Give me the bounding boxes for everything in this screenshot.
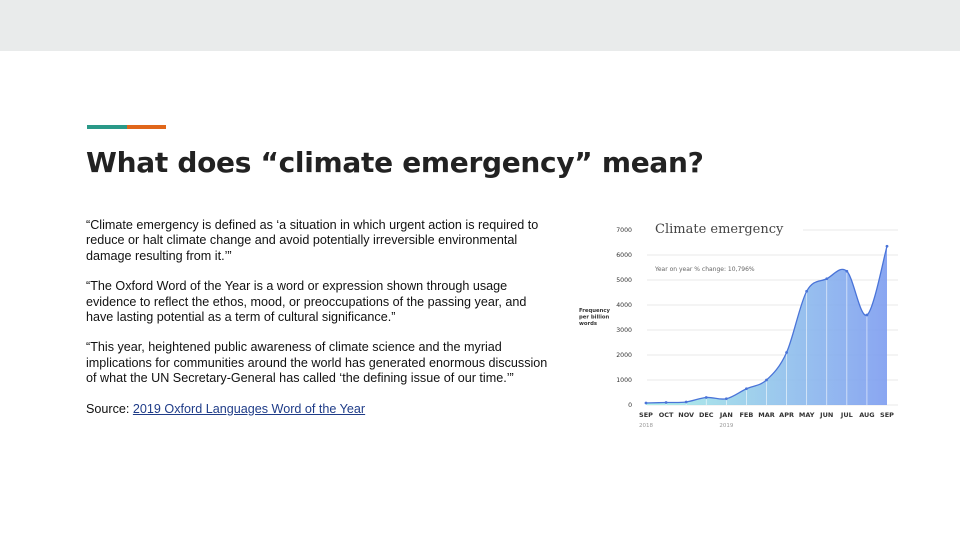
data-point <box>825 277 828 280</box>
chart-annotation: Year on year % change: 10,796% <box>655 266 755 273</box>
y-tick-label: 1000 <box>616 377 632 384</box>
x-tick-label: FEB <box>739 411 754 419</box>
y-tick-label: 4000 <box>616 302 632 309</box>
data-point <box>866 314 869 317</box>
x-tick-label: MAY <box>798 411 815 419</box>
slide-title: What does “climate emergency” mean? <box>86 146 704 179</box>
paragraph-awareness: “This year, heightened public awareness of climate science and the myriad implications for communities around the world has generated enormous discussion of what the UN Secretary-General has called ‘the defining issue of our time.’” <box>86 340 548 386</box>
year-label: 2019 <box>719 423 734 429</box>
x-tick-label: SEP <box>639 411 653 419</box>
data-point <box>705 396 708 399</box>
x-tick-label: JUN <box>820 411 834 419</box>
data-point <box>685 401 688 404</box>
y-tick-label: 5000 <box>616 277 632 284</box>
data-point <box>886 245 889 248</box>
accent-bar-teal <box>87 125 127 129</box>
paragraph-definition: “Climate emergency is defined as ‘a situation in which urgent action is required to reduce or halt climate change and avoid potentially irreversible environmental damage resulting from it.’” <box>86 218 539 263</box>
x-tick-label: NOV <box>678 411 695 419</box>
data-point <box>725 397 728 400</box>
x-tick-label: APR <box>779 411 794 419</box>
x-tick-label: SEP <box>880 411 894 419</box>
y-tick-label: 0 <box>628 402 632 409</box>
data-point <box>765 379 768 382</box>
year-label: 2018 <box>639 423 653 429</box>
source-link[interactable]: 2019 Oxford Languages Word of the Year <box>132 401 366 416</box>
climate-emergency-chart <box>575 210 905 435</box>
paragraph-word-of-year: “The Oxford Word of the Year is a word or expression shown through usage evidence to reflect the ethos, mood, or preoccupations of the passing year, and have lasting potential as a term of cultural significance.” <box>86 279 527 325</box>
y-tick-label: 6000 <box>616 252 632 259</box>
chart-title: Climate emergency <box>655 222 784 237</box>
x-tick-label: JUL <box>840 411 853 419</box>
y-axis-label: words <box>579 321 598 327</box>
x-tick-label: JAN <box>719 411 733 419</box>
y-axis-label: per billion <box>579 314 610 321</box>
data-point <box>845 270 848 273</box>
slide-body <box>86 218 554 432</box>
accent-bar-orange <box>127 125 166 129</box>
x-tick-label: DEC <box>698 411 714 419</box>
y-tick-label: 7000 <box>616 227 632 234</box>
y-tick-label: 2000 <box>616 352 632 359</box>
y-tick-label: 3000 <box>616 327 632 334</box>
y-axis-label: Frequency <box>579 308 611 314</box>
source-prefix: Source: <box>86 401 133 416</box>
data-point <box>785 351 788 354</box>
chart-svg <box>575 210 905 435</box>
x-tick-label: AUG <box>859 411 875 419</box>
top-banner <box>0 0 960 51</box>
source-line <box>86 402 554 417</box>
data-point <box>745 387 748 390</box>
x-tick-label: OCT <box>658 411 674 419</box>
x-tick-label: MAR <box>758 411 775 419</box>
data-point <box>645 402 648 405</box>
data-point <box>665 401 668 404</box>
data-point <box>805 290 808 293</box>
